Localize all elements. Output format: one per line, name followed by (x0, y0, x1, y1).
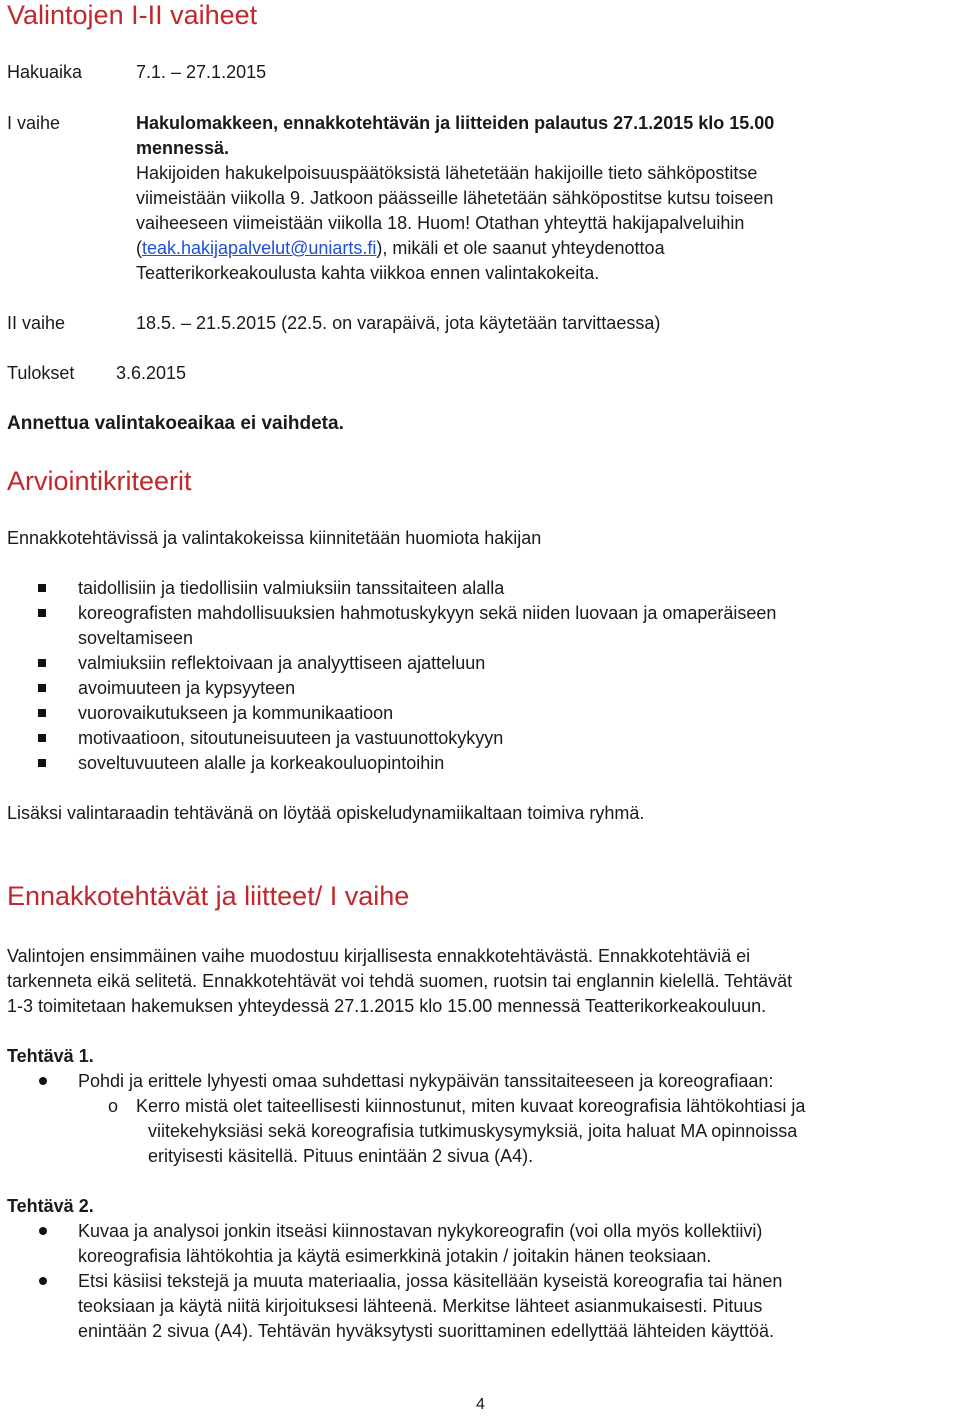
task2-bullet2-line: enintään 2 sivua (A4). Tehtävän hyväksytysti suorittaminen edellyttää lähteiden käyttöä. (78, 1321, 775, 1341)
task2-bullet2-line: Etsi käsiisi tekstejä ja muuta materiaalia, jossa käsitellään kyseistä koreografia tai hänen (78, 1271, 783, 1291)
hakijapalvelut-email-link[interactable]: teak.hakijapalvelut@uniarts.fi (142, 238, 377, 258)
tulokset-value: 3.6.2015 (116, 363, 187, 383)
list-item: vuorovaikutukseen ja kommunikaatioon (78, 703, 394, 723)
criteria-closing: Lisäksi valintaraadin tehtävänä on löytää opiskeludynamiikaltaan toimiva ryhmä. (7, 803, 645, 823)
tulokset-label: Tulokset (7, 363, 75, 383)
list-item: motivaatioon, sitoutuneisuuteen ja vastuunottokykyyn (78, 728, 504, 748)
vaihe1-label: I vaihe (7, 113, 61, 133)
square-bullet-icon (38, 734, 46, 742)
intro-paragraph-line: tarkenneta eikä selitetä. Ennakkotehtävät voi tehdä suomen, ruotsin tai englannin kielellä. Tehtävät (7, 971, 793, 991)
vaihe1-text-line: Hakijoiden hakukelpoisuuspäätöksistä lähetetään hakijoille tieto sähköpostitse (136, 163, 758, 183)
task1-sub-line: Kerro mistä olet taiteellisesti kiinnostunut, miten kuvaat koreografisia lähtökohtiasi ja (136, 1096, 806, 1116)
square-bullet-icon (38, 584, 46, 592)
task1-sub-line: viitekehyksiäsi sekä koreografisia tutkimuskysymyksiä, joita haluat MA opinnoissa (148, 1121, 798, 1141)
round-bullet-icon (39, 1077, 47, 1085)
round-bullet-icon (39, 1227, 47, 1235)
section-title-arviointikriteerit: Arviointikriteerit (7, 466, 192, 496)
page-number: 4 (476, 1396, 485, 1413)
square-bullet-icon (38, 709, 46, 717)
list-item: koreografisten mahdollisuuksien hahmotuskykyyn sekä niiden luovaan ja omaperäiseen (78, 603, 777, 623)
vaihe2-label: II vaihe (7, 313, 66, 333)
task1-sub-line: erityisesti käsitellä. Pituus enintään 2 sivua (A4). (148, 1146, 534, 1166)
note-no-changes: Annettua valintakoeaikaa ei vaihdeta. (7, 413, 344, 434)
list-item: avoimuuteen ja kypsyyteen (78, 678, 296, 698)
paren-open: ( (136, 238, 142, 258)
square-bullet-icon (38, 759, 46, 767)
hakuaika-value: 7.1. – 27.1.2015 (136, 62, 267, 82)
list-item: soveltuvuuteen alalle ja korkeakouluopintoihin (78, 753, 445, 773)
sub-bullet-marker: o (108, 1096, 119, 1116)
task2-title: Tehtävä 2. (7, 1196, 94, 1216)
vaihe1-text-line: Teatterikorkeakoulusta kahta viikkoa ennen valintakokeita. (136, 263, 600, 283)
square-bullet-icon (38, 659, 46, 667)
section-title-ennakkotehtavat: Ennakkotehtävät ja liitteet/ I vaihe (7, 881, 410, 911)
task2-bullet1-line: Kuvaa ja analysoi jonkin itseäsi kiinnostavan nykykoreografin (voi olla myös kollektiivi) (78, 1221, 763, 1241)
square-bullet-icon (38, 684, 46, 692)
vaihe1-text-line: vaiheeseen viimeistään viikolla 18. Huom! Otathan yhteyttä hakijapalveluihin (136, 213, 745, 233)
task2-bullet2-line: teoksiaan ja käytä niitä kirjoituksesi lähteenä. Merkitse lähteet asianmukaisesti. Pituus (78, 1296, 763, 1316)
square-bullet-icon (38, 609, 46, 617)
vaihe1-text-line-with-link (136, 236, 665, 261)
hakuaika-label: Hakuaika (7, 62, 83, 82)
round-bullet-icon (39, 1277, 47, 1285)
vaihe1-deadline-line-cont: mennessä. (136, 138, 230, 158)
vaihe2-value: 18.5. – 21.5.2015 (22.5. on varapäivä, jota käytetään tarvittaessa) (136, 313, 661, 333)
list-item-cont: soveltamiseen (78, 628, 194, 648)
criteria-intro: Ennakkotehtävissä ja valintakokeissa kiinnitetään huomiota hakijan (7, 528, 542, 548)
task2-bullet1-line: koreografisia lähtökohtia ja käytä esimerkkinä jotakin / joitakin hänen teoksiaan. (78, 1246, 712, 1266)
section-title-valintojen-vaiheet: Valintojen I-II vaiheet (7, 0, 258, 30)
intro-paragraph-line: 1-3 toimitetaan hakemuksen yhteydessä 27.1.2015 klo 15.00 mennessä Teatterikorkeakouluun. (7, 996, 767, 1016)
link-line-remainder: ), mikäli et ole saanut yhteydenottoa (376, 238, 665, 258)
list-item: taidollisiin ja tiedollisiin valmiuksiin tanssitaiteen alalla (78, 578, 505, 598)
task1-title: Tehtävä 1. (7, 1046, 94, 1066)
list-item: valmiuksiin reflektoivaan ja analyyttiseen ajatteluun (78, 653, 486, 673)
vaihe1-deadline-line: Hakulomakkeen, ennakkotehtävän ja liitteiden palautus 27.1.2015 klo 15.00 (136, 113, 775, 133)
task1-bullet: Pohdi ja erittele lyhyesti omaa suhdettasi nykypäivän tanssitaiteeseen ja koreografiaan: (78, 1071, 774, 1091)
intro-paragraph-line: Valintojen ensimmäinen vaihe muodostuu kirjallisesta ennakkotehtävästä. Ennakkotehtäviä ei (7, 946, 751, 966)
vaihe1-text-line: viimeistään viikolla 9. Jatkoon päässeille lähetetään sähköpostitse kutsu toiseen (136, 188, 774, 208)
